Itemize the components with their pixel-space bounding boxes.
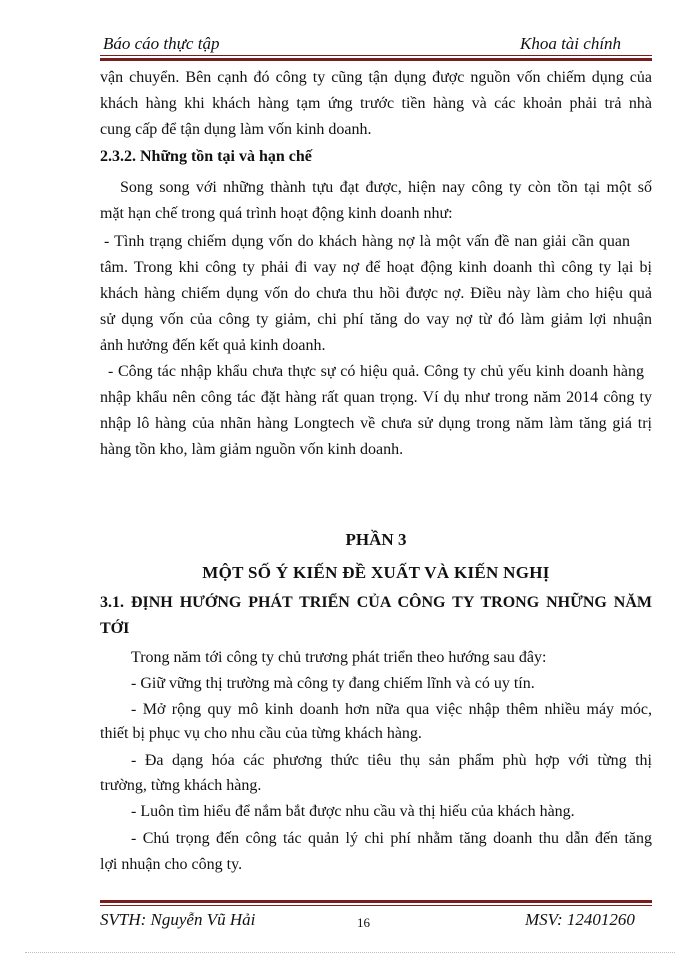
page-boundary-divider xyxy=(25,952,675,953)
section-heading-3-1-cont: TỚI xyxy=(100,620,130,637)
text-line: vận chuyển. Bên cạnh đó công ty cũng tận dụng được nguồn vốn chiếm dụng của xyxy=(100,69,652,86)
section-heading-2-3-2: 2.3.2. Những tồn tại và hạn chế xyxy=(100,148,312,165)
text-line: khách hàng chiếm dụng vốn do chưa thu hồi được nợ. Điều này làm cho hiệu quả xyxy=(100,285,652,302)
header-department: Khoa tài chính xyxy=(520,34,622,53)
bullet-item-cont: lợi nhuận cho công ty. xyxy=(100,856,243,873)
text-line: sử dụng vốn của công ty giảm, chi phí tăng do vay nợ từ đó làm giảm lợi nhuận xyxy=(100,311,652,328)
bullet-item: - Luôn tìm hiểu để nắm bắt được nhu cầu và thị hiếu của khách hàng. xyxy=(131,803,575,820)
text-line: tâm. Trong khi công ty phải đi vay nợ để hoạt động kinh doanh thì công ty lại bị xyxy=(100,259,652,276)
text-line: - Công tác nhập khẩu chưa thực sự có hiệu quả. Công ty chủ yếu kinh doanh hàng xyxy=(108,363,644,380)
text-line: khách hàng khi khách hàng tạm ứng trước tiền hàng và các khoản phải trả nhà xyxy=(100,95,652,112)
footer-rule-thick xyxy=(100,900,652,903)
text-line: - Tình trạng chiếm dụng vốn do khách hàng nợ là một vấn đề nan giải cần quan xyxy=(104,233,630,250)
header-rule-thick xyxy=(100,58,652,61)
part-subtitle: MỘT SỐ Ý KIẾN ĐỀ XUẤT VÀ KIẾN NGHỊ xyxy=(202,563,550,582)
text-line: Song song với những thành tựu đạt được, hiện nay công ty còn tồn tại một số xyxy=(120,179,652,196)
text-line: ảnh hưởng đến kết quả kinh doanh. xyxy=(100,337,326,354)
footer-student-id: MSV: 12401260 xyxy=(525,910,635,929)
bullet-item: - Mở rộng quy mô kinh doanh hơn nữa qua việc nhập thêm nhiều máy móc, xyxy=(131,701,652,718)
bullet-item-cont: thiết bị phục vụ cho nhu cầu của từng khách hàng. xyxy=(100,725,422,742)
bullet-item: - Đa dạng hóa các phương thức tiêu thụ sản phẩm phù hợp với từng thị xyxy=(131,752,652,769)
footer-rule-thin xyxy=(100,905,652,906)
text-line: cung cấp để tận dụng làm vốn kinh doanh. xyxy=(100,121,372,138)
text-line: mặt hạn chế trong quá trình hoạt động kinh doanh như: xyxy=(100,205,453,222)
section-heading-3-1: 3.1. ĐỊNH HƯỚNG PHÁT TRIỂN CỦA CÔNG TY TRONG NHỮNG NĂM xyxy=(100,594,652,611)
intro-line: Trong năm tới công ty chủ trương phát triển theo hướng sau đây: xyxy=(131,649,547,666)
footer-student-name: SVTH: Nguyễn Vũ Hải xyxy=(100,910,256,929)
bullet-item: - Chú trọng đến công tác quản lý chi phí nhằm tăng doanh thu dẫn đến tăng xyxy=(131,830,652,847)
page-number: 16 xyxy=(357,915,370,930)
header-rule-thin xyxy=(100,55,652,56)
part-title: PHẦN 3 xyxy=(345,530,407,549)
text-line: nhập lô hàng của nhãn hàng Longtech về chưa sử dụng trong năm làm tăng giá trị xyxy=(100,415,652,432)
header-report-title: Báo cáo thực tập xyxy=(103,34,220,53)
bullet-item-cont: trường, từng khách hàng. xyxy=(100,777,262,794)
text-line: nhập khẩu nên công tác đặt hàng rất quan trọng. Ví dụ như trong năm 2014 công ty xyxy=(100,389,652,406)
text-line: hàng tồn kho, làm giảm nguồn vốn kinh doanh. xyxy=(100,441,404,458)
bullet-item: - Giữ vững thị trường mà công ty đang chiếm lĩnh và có uy tín. xyxy=(131,675,535,692)
